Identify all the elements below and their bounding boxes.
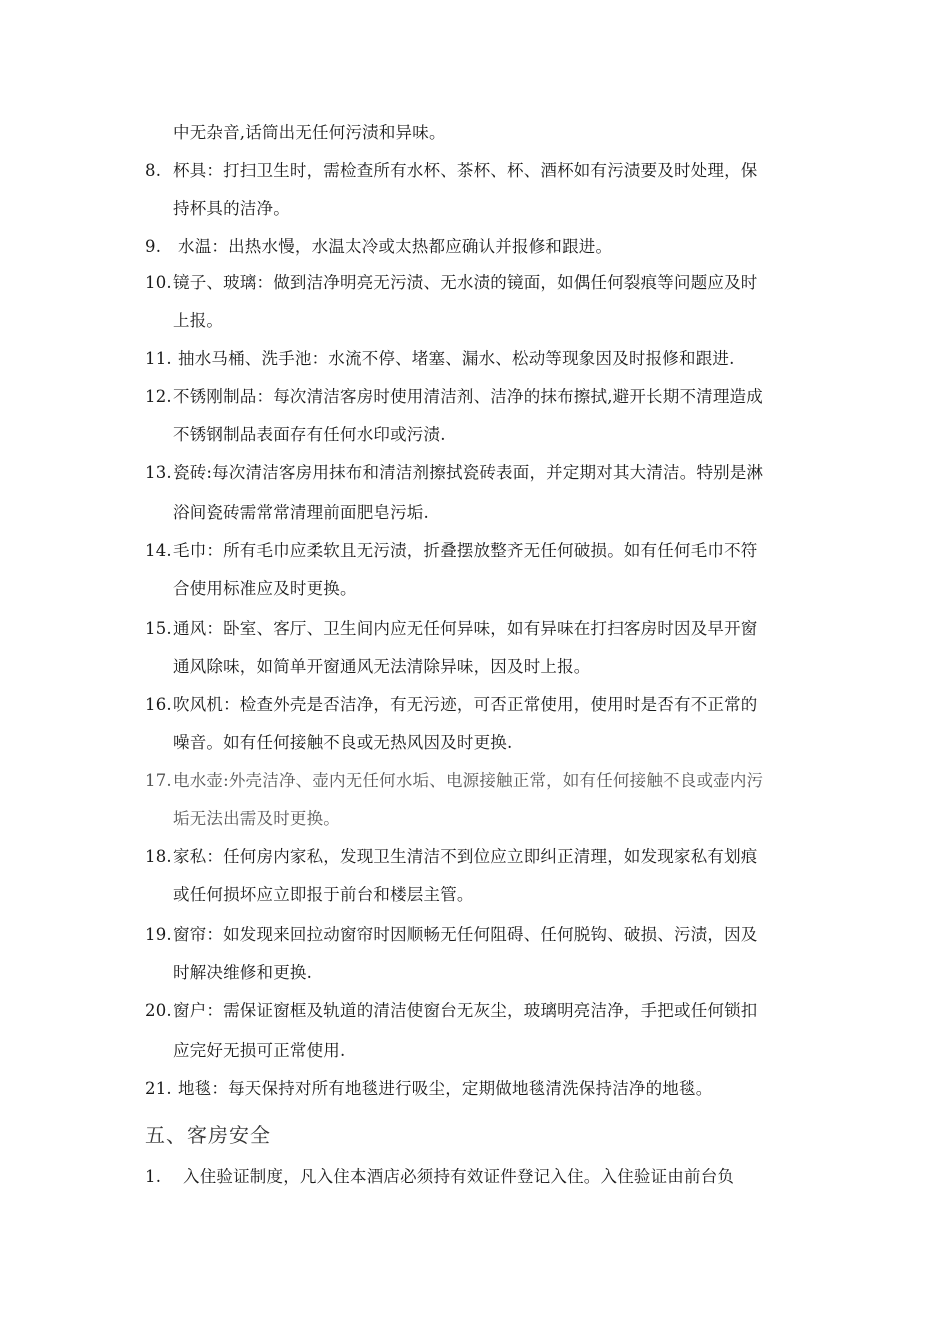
list-item-continuation	[173, 198, 290, 220]
list-item	[145, 386, 763, 408]
list-item	[145, 1000, 758, 1022]
section-heading: 五、客房安全	[145, 1123, 271, 1147]
list-item	[145, 236, 612, 258]
list-item	[145, 540, 758, 562]
item-text: 抽水马桶、洗手池：水流不停、堵塞、漏水、松动等现象因及时报修和跟进.	[178, 349, 735, 368]
item-text: 垢无法出需及时更换。	[173, 809, 340, 828]
item-text: 入住验证制度，凡入住本酒店必须持有效证件登记入住。入住验证由前台负	[183, 1167, 735, 1186]
item-number: 21.	[145, 1079, 172, 1098]
item-number: 17.	[145, 771, 172, 790]
list-item-continuation	[173, 732, 512, 754]
item-number: 15.	[145, 619, 172, 638]
item-text: 电水壶:外壳洁净、壶内无任何水垢、电源接触正常，如有任何接触不良或壶内污	[173, 771, 764, 790]
list-item-continuation	[173, 502, 429, 524]
item-number: 10.	[145, 273, 172, 292]
list-item-continuation	[173, 884, 474, 906]
list-item	[145, 272, 758, 294]
item-text: 合使用标准应及时更换。	[173, 579, 357, 598]
item-text: 持杯具的洁净。	[173, 199, 290, 218]
item-text: 窗户：需保证窗框及轨道的清洁使窗台无灰尘，玻璃明亮洁净，手把或任何锁扣	[173, 1001, 758, 1020]
list-item	[145, 462, 763, 484]
list-item	[145, 770, 763, 792]
list-item-continuation	[173, 424, 446, 446]
list-item-continuation	[173, 1040, 345, 1062]
item-number: 8.	[145, 161, 162, 180]
item-text: 毛巾：所有毛巾应柔软且无污渍，折叠摆放整齐无任何破损。如有任何毛巾不符	[173, 541, 758, 560]
list-item	[145, 694, 758, 716]
item-text: 上报。	[173, 311, 224, 330]
item-number: 19.	[145, 925, 172, 944]
item-text: 家私：任何房内家私，发现卫生清洁不到位应立即纠正清理，如发现家私有划痕	[173, 847, 758, 866]
item-text: 不锈钢制品表面存有任何水印或污渍.	[173, 425, 446, 444]
item-text: 地毯：每天保持对所有地毯进行吸尘，定期做地毯清洗保持洁净的地毯。	[178, 1079, 713, 1098]
item-text: 应完好无损可正常使用.	[173, 1041, 346, 1060]
item-text: 不锈刚制品：每次清洁客房时使用清洁剂、洁净的抹布擦拭,避开长期不清理造成	[173, 387, 763, 406]
item-text: 浴间瓷砖需常常清理前面肥皂污垢.	[173, 503, 429, 522]
item-number: 9.	[145, 237, 162, 256]
list-item	[145, 1166, 734, 1188]
item-number: 16.	[145, 695, 172, 714]
item-text: 瓷砖:每次清洁客房用抹布和清洁剂擦拭瓷砖表面，并定期对其大清洁。特别是淋	[173, 463, 764, 482]
list-item	[145, 846, 758, 868]
item-text: 噪音。如有任何接触不良或无热风因及时更换.	[173, 733, 513, 752]
item-text: 吹风机：检查外壳是否洁净，有无污迹，可否正常使用，使用时是否有不正常的	[173, 695, 758, 714]
list-item-continuation	[173, 962, 312, 984]
list-item	[145, 348, 735, 370]
item-text: 窗帘：如发现来回拉动窗帘时因顺畅无任何阻碍、任何脱钩、破损、污渍，因及	[173, 925, 758, 944]
item-text: 中无杂音,话筒出无任何污渍和异味。	[173, 123, 446, 142]
list-item-continuation	[173, 656, 591, 678]
item-number: 1.	[145, 1167, 162, 1186]
list-item	[145, 618, 758, 640]
item-text: 或任何损坏应立即报于前台和楼层主管。	[173, 885, 474, 904]
list-item-continuation	[173, 310, 223, 332]
item-number: 18.	[145, 847, 172, 866]
item-text: 通风：卧室、客厅、卫生间内应无任何异味，如有异味在打扫客房时因及早开窗	[173, 619, 758, 638]
item-text: 时解决维修和更换.	[173, 963, 313, 982]
item-text: 水温：出热水慢，水温太冷或太热都应确认并报修和跟进。	[178, 237, 613, 256]
list-item	[145, 160, 758, 182]
list-item-continuation	[173, 808, 340, 830]
item-number: 11.	[145, 349, 172, 368]
item-text: 通风除味，如简单开窗通风无法清除异味，因及时上报。	[173, 657, 591, 676]
list-item-continuation	[173, 578, 357, 600]
item-number: 13.	[145, 463, 172, 482]
item-number: 14.	[145, 541, 172, 560]
list-item	[145, 1078, 712, 1100]
item-number: 12.	[145, 387, 172, 406]
item-number: 20.	[145, 1001, 172, 1020]
item-text: 杯具：打扫卫生时，需检查所有水杯、茶杯、杯、酒杯如有污渍要及时处理，保	[173, 161, 758, 180]
list-item-continuation	[173, 122, 446, 144]
item-text: 镜子、玻璃：做到洁净明亮无污渍、无水渍的镜面，如偶任何裂痕等问题应及时	[173, 273, 758, 292]
list-item	[145, 924, 758, 946]
